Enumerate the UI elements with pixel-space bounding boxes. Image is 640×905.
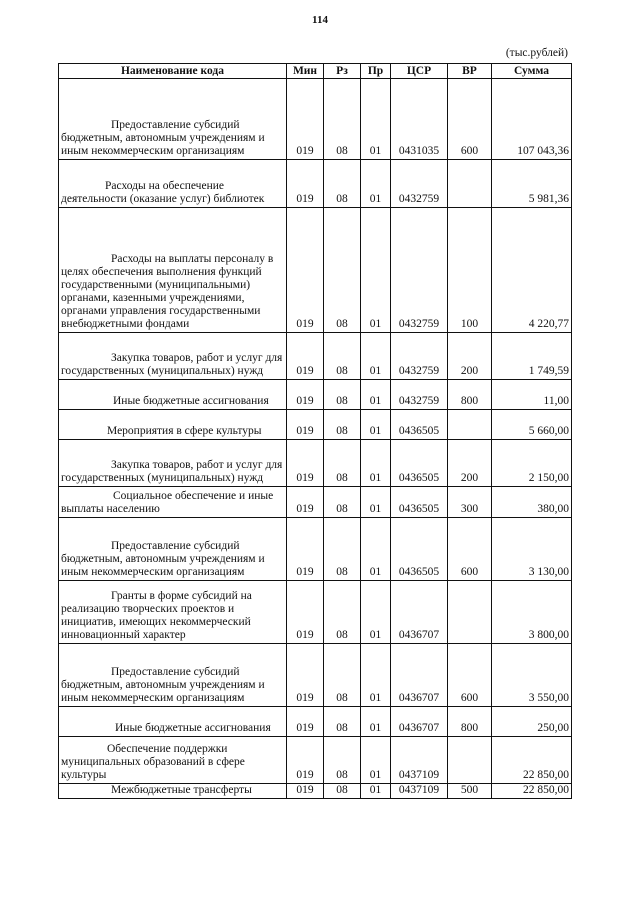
row-rz: 08 [324, 410, 361, 440]
page-number: 114 [312, 14, 328, 26]
row-name: Расходы на выплаты персоналу в целях обеспечения выполнения функций государственными (муниципальными) органами, казенными учреждениями, органами управления государственными внебюджетными фондами [59, 208, 287, 333]
row-rz: 08 [324, 208, 361, 333]
row-csr: 0437109 [391, 737, 448, 784]
row-name: Обеспечение поддержки муниципальных образований в сфере культуры [59, 737, 287, 784]
table-row [59, 487, 572, 518]
row-csr: 0436707 [391, 707, 448, 737]
row-rz: 08 [324, 440, 361, 487]
row-name: Межбюджетные трансферты [59, 784, 287, 799]
row-name: Мероприятия в сфере культуры [59, 410, 287, 440]
row-pr: 01 [361, 380, 391, 410]
row-rz: 08 [324, 160, 361, 208]
row-csr: 0432759 [391, 208, 448, 333]
row-pr: 01 [361, 644, 391, 707]
row-csr: 0436505 [391, 410, 448, 440]
row-min: 019 [287, 581, 324, 644]
row-rz: 08 [324, 518, 361, 581]
row-pr: 01 [361, 737, 391, 784]
row-min: 019 [287, 160, 324, 208]
row-csr: 0436707 [391, 581, 448, 644]
row-vr: 300 [448, 487, 492, 518]
row-min: 019 [287, 440, 324, 487]
row-min: 019 [287, 208, 324, 333]
row-name: Предоставление субсидий бюджетным, автономным учреждениям и иным некоммерческим организациям [59, 644, 287, 707]
table-row [59, 784, 572, 799]
row-sum: 5 660,00 [492, 410, 572, 440]
row-pr: 01 [361, 707, 391, 737]
row-vr: 800 [448, 707, 492, 737]
row-csr: 0431035 [391, 79, 448, 160]
row-min: 019 [287, 644, 324, 707]
table-row [59, 160, 572, 208]
row-sum: 3 800,00 [492, 581, 572, 644]
row-pr: 01 [361, 581, 391, 644]
row-rz: 08 [324, 737, 361, 784]
row-csr: 0432759 [391, 333, 448, 380]
row-vr: 600 [448, 518, 492, 581]
row-csr: 0436505 [391, 440, 448, 487]
units-label: (тыс.рублей) [505, 47, 568, 59]
row-csr: 0432759 [391, 380, 448, 410]
row-rz: 08 [324, 707, 361, 737]
row-pr: 01 [361, 440, 391, 487]
row-sum: 250,00 [492, 707, 572, 737]
row-csr: 0436505 [391, 518, 448, 581]
row-min: 019 [287, 737, 324, 784]
row-pr: 01 [361, 784, 391, 799]
row-vr [448, 410, 492, 440]
row-sum: 1 749,59 [492, 333, 572, 380]
row-name: Социальное обеспечение и иные выплаты населению [59, 487, 287, 518]
row-vr: 600 [448, 644, 492, 707]
table-row [59, 333, 572, 380]
row-pr: 01 [361, 487, 391, 518]
table-row [59, 440, 572, 487]
row-name: Иные бюджетные ассигнования [59, 707, 287, 737]
row-rz: 08 [324, 581, 361, 644]
row-pr: 01 [361, 208, 391, 333]
row-name: Закупка товаров, работ и услуг для государственных (муниципальных) нужд [59, 440, 287, 487]
table-row [59, 410, 572, 440]
row-pr: 01 [361, 160, 391, 208]
row-min: 019 [287, 410, 324, 440]
row-sum: 3 550,00 [492, 644, 572, 707]
row-csr: 0436707 [391, 644, 448, 707]
row-vr [448, 737, 492, 784]
header-name: Наименование кода [59, 64, 287, 79]
row-pr: 01 [361, 518, 391, 581]
row-rz: 08 [324, 487, 361, 518]
row-vr: 500 [448, 784, 492, 799]
row-name: Предоставление субсидий бюджетным, автономным учреждениям и иным некоммерческим организациям [59, 518, 287, 581]
row-name: Закупка товаров, работ и услуг для государственных (муниципальных) нужд [59, 333, 287, 380]
header-min: Мин [287, 64, 324, 79]
row-rz: 08 [324, 380, 361, 410]
row-sum: 4 220,77 [492, 208, 572, 333]
row-rz: 08 [324, 784, 361, 799]
row-min: 019 [287, 79, 324, 160]
table-row [59, 380, 572, 410]
row-csr: 0432759 [391, 160, 448, 208]
row-pr: 01 [361, 410, 391, 440]
header-pr: Пр [361, 64, 391, 79]
row-vr: 800 [448, 380, 492, 410]
row-rz: 08 [324, 79, 361, 160]
row-pr: 01 [361, 79, 391, 160]
row-min: 019 [287, 380, 324, 410]
budget-table [58, 63, 572, 799]
row-min: 019 [287, 784, 324, 799]
row-sum: 107 043,36 [492, 79, 572, 160]
row-sum: 5 981,36 [492, 160, 572, 208]
table-row [59, 581, 572, 644]
table-row [59, 79, 572, 160]
row-sum: 22 850,00 [492, 784, 572, 799]
row-sum: 11,00 [492, 380, 572, 410]
row-min: 019 [287, 707, 324, 737]
row-vr [448, 581, 492, 644]
table-row [59, 644, 572, 707]
row-min: 019 [287, 333, 324, 380]
row-sum: 2 150,00 [492, 440, 572, 487]
row-sum: 380,00 [492, 487, 572, 518]
row-vr: 200 [448, 440, 492, 487]
row-rz: 08 [324, 333, 361, 380]
row-vr: 600 [448, 79, 492, 160]
table-row [59, 518, 572, 581]
table-header-row [59, 64, 572, 79]
header-vr: ВР [448, 64, 492, 79]
table-row [59, 707, 572, 737]
header-sum: Сумма [492, 64, 572, 79]
header-csr: ЦСР [391, 64, 448, 79]
row-sum: 3 130,00 [492, 518, 572, 581]
row-name: Гранты в форме субсидий на реализацию творческих проектов и инициатив, имеющих некоммерческий инновационный характер [59, 581, 287, 644]
row-name: Иные бюджетные ассигнования [59, 380, 287, 410]
row-csr: 0437109 [391, 784, 448, 799]
row-vr: 100 [448, 208, 492, 333]
row-name: Расходы на обеспечение деятельности (оказание услуг) библиотек [59, 160, 287, 208]
header-rz: Рз [324, 64, 361, 79]
row-min: 019 [287, 518, 324, 581]
row-vr [448, 160, 492, 208]
row-rz: 08 [324, 644, 361, 707]
row-vr: 200 [448, 333, 492, 380]
table-row [59, 737, 572, 784]
row-min: 019 [287, 487, 324, 518]
row-pr: 01 [361, 333, 391, 380]
row-csr: 0436505 [391, 487, 448, 518]
table-row [59, 208, 572, 333]
row-sum: 22 850,00 [492, 737, 572, 784]
row-name: Предоставление субсидий бюджетным, автономным учреждениям и иным некоммерческим организациям [59, 79, 287, 160]
